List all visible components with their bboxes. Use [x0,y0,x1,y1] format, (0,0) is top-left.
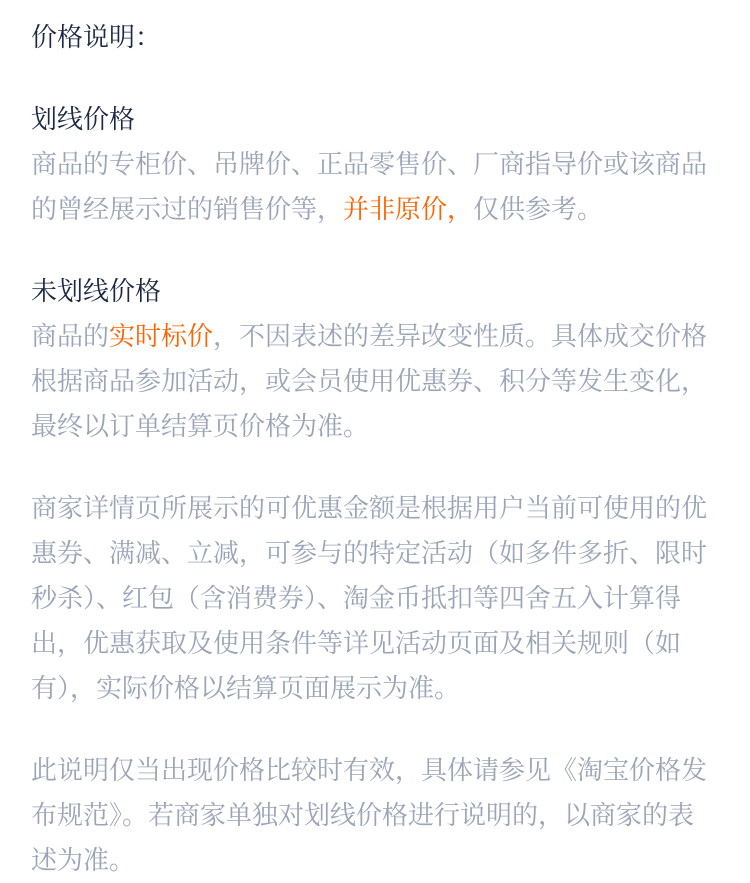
strikethrough-price-heading: 划线价格 [31,104,136,134]
page-title: 价格说明： [31,22,162,52]
section-discount-calculation [31,486,719,711]
body-text: ，不因表述的差异改变性质。具体成交价格根据商品参加活动，或会员使用优惠券、积分等发生变化，最终以订单结算页价格为准。 [31,321,708,441]
applicability-note-paragraph [31,748,719,883]
section-strikethrough-price [31,97,719,232]
unmarked-price-paragraph [31,314,719,449]
body-text: 仅供参考。 [473,194,604,224]
unmarked-price-heading: 未划线价格 [31,276,162,306]
body-text: 商家详情页所展示的可优惠金额是根据用户当前可使用的优惠券、满减、立减，可参与的特定活动（如多件多折、限时秒杀）、红包（含消费券）、淘金币抵扣等四舍五入计算得出，优惠获取及使用条件等详见活动页面及相关规则（如有），实际价格以结算页面展示为准。 [31,493,708,703]
body-text: 此说明仅当出现价格比较时有效，具体请参见《淘宝价格发布规范》。若商家单独对划线价格进行说明的，以商家的表述为准。 [31,755,708,875]
strikethrough-price-paragraph [31,142,719,232]
section-unmarked-price [31,269,719,449]
section-applicability-note [31,748,719,883]
body-text: 商品的 [31,321,110,351]
highlighted-text: 并非原价， [343,194,474,224]
highlighted-text: 实时标价 [109,321,214,351]
discount-calculation-paragraph [31,486,719,711]
body-text: 商品的专柜价、吊牌价、正品零售价、厂商指导价或该商品的曾经展示过的销售价等， [31,149,708,224]
